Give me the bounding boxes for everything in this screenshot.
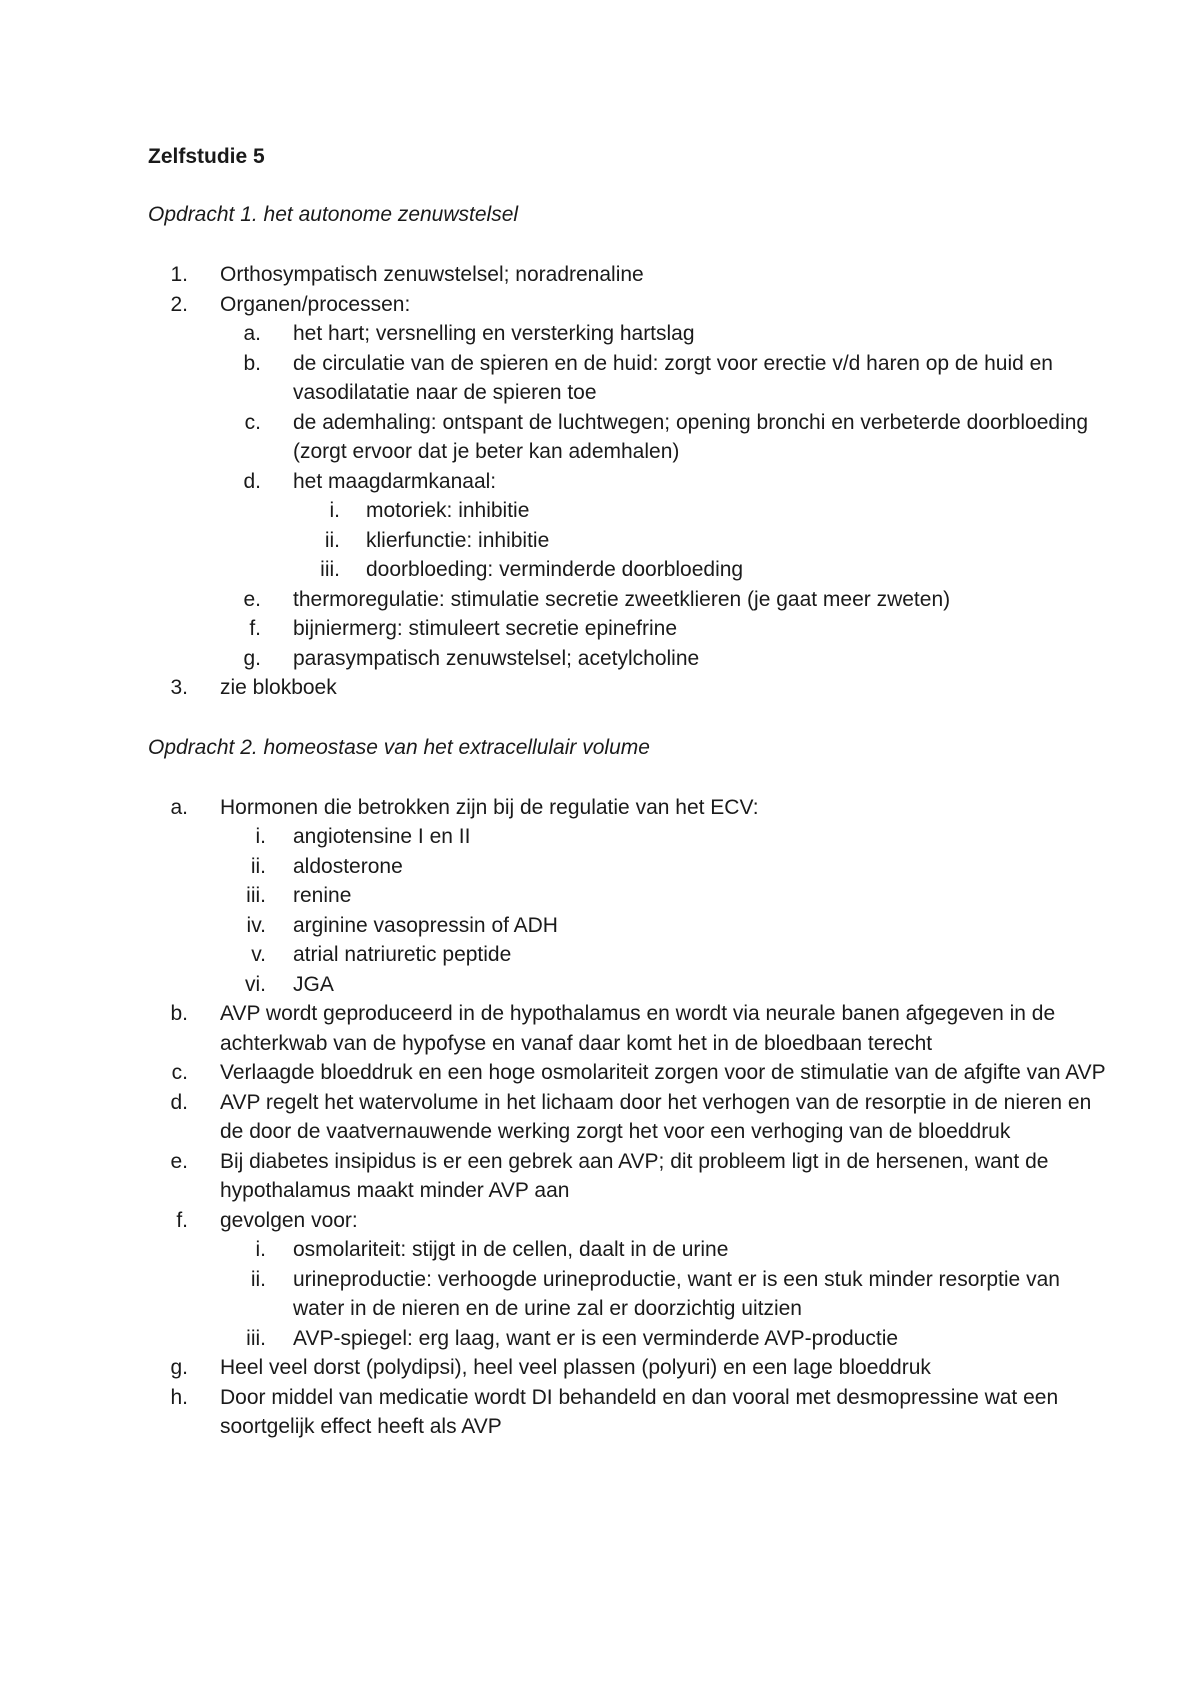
list-item [148, 822, 1108, 852]
document-title: Zelfstudie 5 [148, 145, 265, 168]
list-item [148, 1206, 1108, 1236]
list-item [148, 1088, 1108, 1147]
list-marker: iv. [246, 913, 266, 937]
list-item-text: Door middel van medicatie wordt DI behandeld en dan vooral met desmopressine wat een soortgelijk effect heeft als AVP [220, 1385, 1059, 1438]
list-item-text: parasympatisch zenuwstelsel; acetylcholine [293, 646, 700, 670]
list-item-text: het hart; versnelling en versterking hartslag [293, 322, 695, 345]
list-marker: ii. [250, 1267, 266, 1291]
list-item [148, 1265, 1108, 1324]
list-item [148, 260, 1108, 290]
list-item [148, 1324, 1108, 1354]
list-item-text: angiotensine I en II [293, 825, 471, 848]
list-marker: v. [251, 943, 266, 966]
list-item-text: atrial natriuretic peptide [293, 943, 512, 966]
list-item [148, 970, 1108, 1000]
list-item [148, 644, 1108, 674]
list-marker: 2. [170, 292, 188, 316]
list-item [148, 1353, 1108, 1383]
list-item-text: osmolariteit: stijgt in de cellen, daalt in de urine [293, 1238, 729, 1261]
list-marker: d. [170, 1090, 188, 1114]
list-item [148, 290, 1108, 320]
list-marker: f. [249, 617, 261, 640]
list-item [148, 940, 1108, 970]
list-marker: d. [243, 469, 261, 493]
list-marker: a. [243, 322, 261, 345]
document-content [148, 142, 1108, 1442]
list-item-text: de circulatie van de spieren en de huid: zorgt voor erectie v/d haren op de huid en vasodilatatie naar de spieren toe [293, 351, 1053, 404]
list-item-text: Verlaagde bloeddruk en een hoge osmolariteit zorgen voor de stimulatie van de afgifte van AVP [220, 1061, 1106, 1084]
list-marker: i. [255, 825, 266, 848]
list-item-text: AVP wordt geproduceerd in de hypothalamus en wordt via neurale banen afgegeven in de achterkwab van de hypofyse en vanaf daar komt het in de bloedbaan terecht [220, 1002, 1056, 1055]
list-item-text: Bij diabetes insipidus is er een gebrek aan AVP; dit probleem ligt in de hersenen, want de hypothalamus maakt minder AVP aan [220, 1149, 1049, 1202]
list-item-text: gevolgen voor: [220, 1208, 358, 1232]
list-item-text: Hormonen die betrokken zijn bij de regulatie van het ECV: [220, 795, 759, 819]
list-marker: 1. [170, 263, 188, 286]
list-item [148, 319, 1108, 349]
list-item [148, 349, 1108, 408]
list-marker: g. [243, 646, 261, 670]
list-marker: iii. [320, 558, 340, 581]
list-opdracht-1 [148, 260, 1108, 703]
list-marker: f. [176, 1208, 188, 1232]
list-item-text: AVP-spiegel: erg laag, want er is een verminderde AVP-productie [293, 1326, 899, 1350]
list-item-text: Orthosympatisch zenuwstelsel; noradrenaline [220, 263, 644, 286]
list-item [148, 1383, 1108, 1442]
list-marker: i. [255, 1238, 266, 1261]
list-item-text: arginine vasopressin of ADH [293, 913, 558, 937]
list-item-text: urineproductie: verhoogde urineproductie, want er is een stuk minder resorptie van water in de nieren en de urine zal er doorzichtig uitzien [293, 1267, 1060, 1320]
list-marker: iii. [246, 1326, 266, 1350]
section-heading-opdracht-2: Opdracht 2. homeostase van het extracellulair volume [148, 735, 650, 759]
list-item-text: de ademhaling: ontspant de luchtwegen; opening bronchi en verbeterde doorbloeding (zorgt ervoor dat je beter kan ademhalen) [293, 410, 1089, 463]
list-item-text: Heel veel dorst (polydipsi), heel veel plassen (polyuri) en een lage bloeddruk [220, 1356, 931, 1379]
list-marker: vi. [245, 972, 266, 996]
list-opdracht-2 [148, 793, 1108, 1442]
list-item-text: Organen/processen: [220, 292, 411, 316]
list-item-text: bijniermerg: stimuleert secretie epinefrine [293, 617, 677, 640]
list-marker: c. [244, 410, 261, 434]
list-item [148, 1235, 1108, 1265]
list-item [148, 793, 1108, 823]
list-marker: b. [170, 1002, 188, 1025]
list-item [148, 555, 1108, 585]
list-item [148, 614, 1108, 644]
list-marker: ii. [250, 854, 266, 878]
list-item-text: het maagdarmkanaal: [293, 469, 497, 493]
list-item-text: aldosterone [293, 854, 403, 878]
list-item-text: doorbloeding: verminderde doorbloeding [366, 558, 744, 581]
list-marker: i. [329, 499, 340, 522]
list-item-text: thermoregulatie: stimulatie secretie zweetklieren (je gaat meer zweten) [293, 587, 951, 611]
list-marker: h. [170, 1385, 188, 1409]
list-item-text: klierfunctie: inhibitie [366, 528, 550, 552]
list-item [148, 585, 1108, 615]
list-marker: e. [243, 587, 261, 611]
list-item [148, 911, 1108, 941]
list-item [148, 1058, 1108, 1088]
list-marker: b. [243, 351, 261, 375]
list-item-text: JGA [293, 972, 334, 996]
list-marker: a. [170, 795, 188, 819]
list-marker: iii. [246, 884, 266, 907]
list-item-text: AVP regelt het watervolume in het lichaam door het verhogen van de resorptie in de nieren en de door de vaatvernauwende werking zorgt het voor een verhoging van de bloeddruk [220, 1090, 1092, 1143]
list-item [148, 496, 1108, 526]
list-marker: g. [170, 1356, 188, 1379]
list-marker: e. [170, 1149, 188, 1173]
list-item [148, 852, 1108, 882]
list-item [148, 999, 1108, 1058]
list-item [148, 881, 1108, 911]
list-marker: ii. [324, 528, 340, 552]
list-item [148, 526, 1108, 556]
list-item-text: zie blokboek [220, 676, 337, 699]
list-item [148, 1147, 1108, 1206]
list-marker: c. [171, 1061, 188, 1084]
list-item [148, 467, 1108, 497]
list-marker: 3. [170, 676, 188, 699]
list-item [148, 408, 1108, 467]
list-item-text: renine [293, 884, 352, 907]
list-item-text: motoriek: inhibitie [366, 499, 530, 522]
spacer [148, 703, 1108, 733]
list-item [148, 673, 1108, 703]
section-heading-opdracht-1: Opdracht 1. het autonome zenuwstelsel [148, 203, 519, 226]
